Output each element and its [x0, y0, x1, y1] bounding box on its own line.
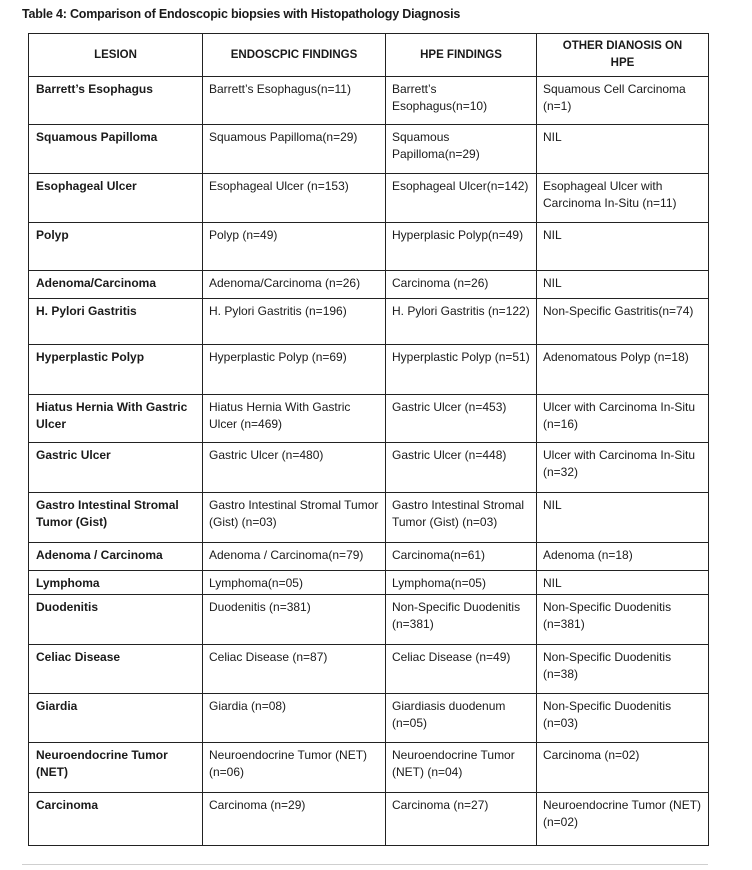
page-bottom-rule [22, 864, 708, 865]
lesion-cell [29, 223, 203, 271]
endo-text: Gastric Ulcer (n=480) [209, 448, 324, 462]
table-row [29, 493, 709, 543]
hpe-cell [386, 77, 537, 125]
endo-cell [203, 543, 386, 571]
lesion-text: Gastro Intestinal Stromal Tumor (Gist) [36, 498, 179, 529]
table-row [29, 345, 709, 395]
endo-text: Gastro Intestinal Stromal Tumor (Gist) (n=03) [209, 498, 379, 529]
other-text: Esophageal Ulcer with Carcinoma In-Situ (n=11) [543, 179, 677, 210]
endo-text: Giardia (n=08) [209, 699, 287, 713]
endo-cell [203, 571, 386, 595]
lesion-text: Hyperplastic Polyp [36, 350, 145, 364]
lesion-cell [29, 125, 203, 174]
endo-text: Duodenitis (n=381) [209, 600, 311, 614]
lesion-cell [29, 493, 203, 543]
lesion-cell [29, 77, 203, 125]
hpe-cell [386, 595, 537, 645]
hpe-cell [386, 493, 537, 543]
hpe-cell [386, 571, 537, 595]
other-text: NIL [543, 576, 562, 590]
header-lesion: LESION [29, 34, 203, 77]
other-text: Ulcer with Carcinoma In-Situ (n=32) [543, 448, 696, 479]
endo-cell [203, 299, 386, 345]
lesion-cell [29, 345, 203, 395]
endo-text: Carcinoma (n=29) [209, 798, 306, 812]
other-text: Neuroendocrine Tumor (NET) (n=02) [543, 798, 702, 829]
endo-text: Neuroendocrine Tumor (NET) (n=06) [209, 748, 368, 779]
hpe-cell [386, 645, 537, 694]
table-row [29, 395, 709, 443]
endo-text: Esophageal Ulcer (n=153) [209, 179, 349, 193]
header-hpe-findings: HPE FINDINGS [386, 34, 537, 77]
header-endoscopic-findings: ENDOSCPIC FINDINGS [203, 34, 386, 77]
other-cell [537, 125, 709, 174]
endo-text: Adenoma/Carcinoma (n=26) [209, 276, 361, 290]
endo-text: H. Pylori Gastritis (n=196) [209, 304, 347, 318]
lesion-text: Giardia [36, 699, 78, 713]
endo-cell [203, 223, 386, 271]
endo-text: Polyp (n=49) [209, 228, 278, 242]
other-cell [537, 395, 709, 443]
lesion-cell [29, 694, 203, 743]
hpe-text: Celiac Disease (n=49) [392, 650, 511, 664]
other-cell [537, 77, 709, 125]
endo-cell [203, 595, 386, 645]
other-text: Carcinoma (n=02) [543, 748, 640, 762]
lesion-cell [29, 443, 203, 493]
other-text: NIL [543, 498, 562, 512]
table-row [29, 77, 709, 125]
lesion-text: Neuroendocrine Tumor (NET) [36, 748, 168, 779]
hpe-text: Barrett’s Esophagus(n=10) [392, 82, 488, 113]
endo-text: Lymphoma(n=05) [209, 576, 303, 590]
hpe-text: Squamous Papilloma(n=29) [392, 130, 480, 161]
other-cell [537, 793, 709, 846]
endo-text: Hiatus Hernia With Gastric Ulcer (n=469) [209, 400, 351, 431]
endo-cell [203, 793, 386, 846]
table-row [29, 443, 709, 493]
other-text: Non-Specific Duodenitis (n=03) [543, 699, 672, 730]
endo-cell [203, 174, 386, 223]
lesion-text: Hiatus Hernia With Gastric Ulcer [36, 400, 188, 431]
other-text: NIL [543, 130, 562, 144]
lesion-text: H. Pylori Gastritis [36, 304, 137, 318]
table-row [29, 271, 709, 299]
lesion-text: Squamous Papilloma [36, 130, 158, 144]
hpe-cell [386, 793, 537, 846]
other-cell [537, 645, 709, 694]
other-cell [537, 443, 709, 493]
other-text: Ulcer with Carcinoma In-Situ (n=16) [543, 400, 696, 431]
hpe-text: Esophageal Ulcer(n=142) [392, 179, 529, 193]
other-cell [537, 493, 709, 543]
endo-cell [203, 743, 386, 793]
other-text: Adenomatous Polyp (n=18) [543, 350, 689, 364]
table-row [29, 743, 709, 793]
table-row [29, 595, 709, 645]
hpe-text: Carcinoma (n=27) [392, 798, 489, 812]
header-row [29, 34, 709, 77]
table-row [29, 174, 709, 223]
endo-text: Barrett’s Esophagus(n=11) [209, 82, 351, 96]
endo-cell [203, 645, 386, 694]
table-row [29, 543, 709, 571]
endo-cell [203, 443, 386, 493]
lesion-cell [29, 743, 203, 793]
other-text: Squamous Cell Carcinoma (n=1) [543, 82, 686, 113]
endo-text: Squamous Papilloma(n=29) [209, 130, 358, 144]
lesion-text: Polyp [36, 228, 69, 242]
hpe-text: Carcinoma(n=61) [392, 548, 486, 562]
header-other-diagnosis: OTHER DIANOSIS ON HPE [537, 34, 709, 77]
other-cell [537, 345, 709, 395]
endo-text: Celiac Disease (n=87) [209, 650, 328, 664]
table-row [29, 793, 709, 846]
endo-text: Adenoma / Carcinoma(n=79) [209, 548, 364, 562]
hpe-text: Hyperplastic Polyp (n=51) [392, 350, 530, 364]
lesion-cell [29, 271, 203, 299]
hpe-cell [386, 395, 537, 443]
hpe-text: Gastric Ulcer (n=453) [392, 400, 507, 414]
hpe-text: Gastro Intestinal Stromal Tumor (Gist) (n=03) [392, 498, 525, 529]
hpe-cell [386, 543, 537, 571]
lesion-cell [29, 793, 203, 846]
hpe-cell [386, 345, 537, 395]
hpe-cell [386, 743, 537, 793]
other-text: NIL [543, 228, 562, 242]
endo-cell [203, 493, 386, 543]
endo-cell [203, 271, 386, 299]
hpe-text: Giardiasis duodenum (n=05) [392, 699, 506, 730]
hpe-text: Non-Specific Duodenitis (n=381) [392, 600, 521, 631]
table-row [29, 299, 709, 345]
endo-cell [203, 694, 386, 743]
other-cell [537, 571, 709, 595]
endo-cell [203, 77, 386, 125]
other-cell [537, 694, 709, 743]
lesion-cell [29, 299, 203, 345]
table-row [29, 223, 709, 271]
other-cell [537, 299, 709, 345]
other-text: Non-Specific Gastritis(n=74) [543, 304, 694, 318]
table-row [29, 694, 709, 743]
lesion-cell [29, 571, 203, 595]
endo-cell [203, 395, 386, 443]
lesion-text: Esophageal Ulcer [36, 179, 137, 193]
lesion-text: Duodenitis [36, 600, 98, 614]
other-text: Adenoma (n=18) [543, 548, 633, 562]
hpe-text: Hyperplasic Polyp(n=49) [392, 228, 524, 242]
endo-cell [203, 125, 386, 174]
lesion-text: Barrett’s Esophagus [36, 82, 153, 96]
lesion-cell [29, 595, 203, 645]
hpe-cell [386, 223, 537, 271]
other-text: Non-Specific Duodenitis (n=38) [543, 650, 672, 681]
table-row [29, 125, 709, 174]
other-text: NIL [543, 276, 562, 290]
other-text: Non-Specific Duodenitis (n=381) [543, 600, 672, 631]
hpe-text: Neuroendocrine Tumor (NET) (n=04) [392, 748, 515, 779]
hpe-cell [386, 174, 537, 223]
endo-cell [203, 345, 386, 395]
hpe-cell [386, 694, 537, 743]
lesion-cell [29, 543, 203, 571]
hpe-cell [386, 443, 537, 493]
other-cell [537, 743, 709, 793]
table-caption: Table 4: Comparison of Endoscopic biopsies with Histopathology Diagnosis [22, 7, 461, 21]
lesion-text: Gastric Ulcer [36, 448, 111, 462]
lesion-text: Lymphoma [36, 576, 100, 590]
hpe-cell [386, 271, 537, 299]
lesion-cell [29, 395, 203, 443]
comparison-table [28, 33, 709, 846]
lesion-text: Celiac Disease [36, 650, 121, 664]
lesion-text: Adenoma/Carcinoma [36, 276, 157, 290]
hpe-cell [386, 299, 537, 345]
hpe-text: Carcinoma (n=26) [392, 276, 489, 290]
lesion-cell [29, 174, 203, 223]
other-cell [537, 174, 709, 223]
other-cell [537, 223, 709, 271]
lesion-text: Adenoma / Carcinoma [36, 548, 163, 562]
lesion-text: Carcinoma [36, 798, 99, 812]
other-cell [537, 271, 709, 299]
hpe-text: Lymphoma(n=05) [392, 576, 486, 590]
hpe-text: H. Pylori Gastritis (n=122) [392, 304, 530, 318]
hpe-cell [386, 125, 537, 174]
endo-text: Hyperplastic Polyp (n=69) [209, 350, 347, 364]
table-row [29, 645, 709, 694]
other-cell [537, 595, 709, 645]
lesion-cell [29, 645, 203, 694]
other-cell [537, 543, 709, 571]
hpe-text: Gastric Ulcer (n=448) [392, 448, 507, 462]
table-row [29, 571, 709, 595]
